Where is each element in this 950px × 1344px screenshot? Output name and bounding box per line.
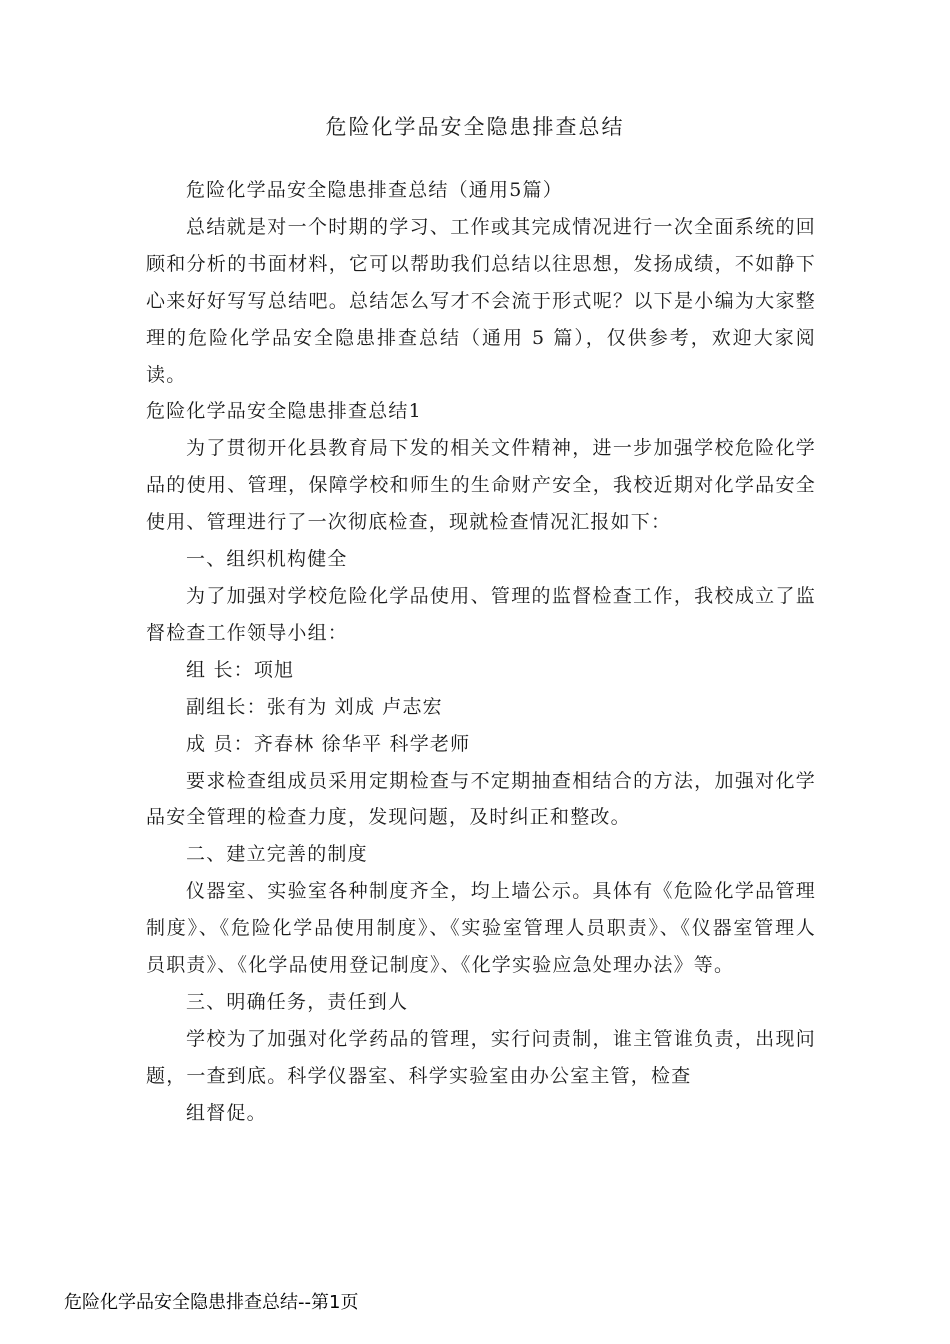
body-paragraph: 为了加强对学校危险化学品使用、管理的监督检查工作，我校成立了监督检查工作领导小组： xyxy=(146,584,816,644)
page-footer: 危险化学品安全隐患排查总结--第1页 xyxy=(64,1292,359,1313)
member-line: 成 员：齐春林 徐华平 科学老师 xyxy=(186,732,471,755)
document-body xyxy=(146,172,816,1132)
intro-paragraph: 总结就是对一个时期的学习、工作或其完成情况进行一次全面系统的回顾和分析的书面材料，它可以帮助我们总结以往思想，发扬成绩，不如静下心来好好写写总结吧。总结怎么写才不会流于形式呢？以下是小编为大家整理的危险化学品安全隐患排查总结（通用 5 篇），仅供参考，欢迎大家阅读。 xyxy=(146,215,816,386)
document-title: 危险化学品安全隐患排查总结 xyxy=(325,115,625,139)
body-paragraph: 要求检查组成员采用定期检查与不定期抽查相结合的方法，加强对化学品安全管理的检查力度，发现问题，及时纠正和整改。 xyxy=(146,769,816,829)
section-heading: 危险化学品安全隐患排查总结1 xyxy=(146,400,422,423)
subheading: 一、组织机构健全 xyxy=(186,548,348,571)
body-paragraph-continued: 组督促。 xyxy=(186,1101,267,1124)
body-paragraph: 学校为了加强对化学药品的管理，实行问责制，谁主管谁负责，出现问题，一查到底。科学仪器室、科学实验室由办公室主管，检查 xyxy=(146,1027,816,1087)
member-line: 副组长：张有为 刘成 卢志宏 xyxy=(186,695,443,718)
body-paragraph: 为了贯彻开化县教育局下发的相关文件精神，进一步加强学校危险化学品的使用、管理，保障学校和师生的生命财产安全，我校近期对化学品安全使用、管理进行了一次彻底检查，现就检查情况汇报如下： xyxy=(146,437,816,534)
subheading: 二、建立完善的制度 xyxy=(186,843,368,866)
body-paragraph: 仪器室、实验室各种制度齐全，均上墙公示。具体有《危险化学品管理制度》、《危险化学品使用制度》、《实验室管理人员职责》、《仪器室管理人员职责》、《化学品使用登记制度》、《化学实验应急处理办法》等。 xyxy=(146,880,816,977)
subtitle-paragraph: 危险化学品安全隐患排查总结（通用5篇） xyxy=(186,179,563,201)
member-line: 组 长：项旭 xyxy=(186,658,295,681)
subheading: 三、明确任务，责任到人 xyxy=(186,990,409,1013)
